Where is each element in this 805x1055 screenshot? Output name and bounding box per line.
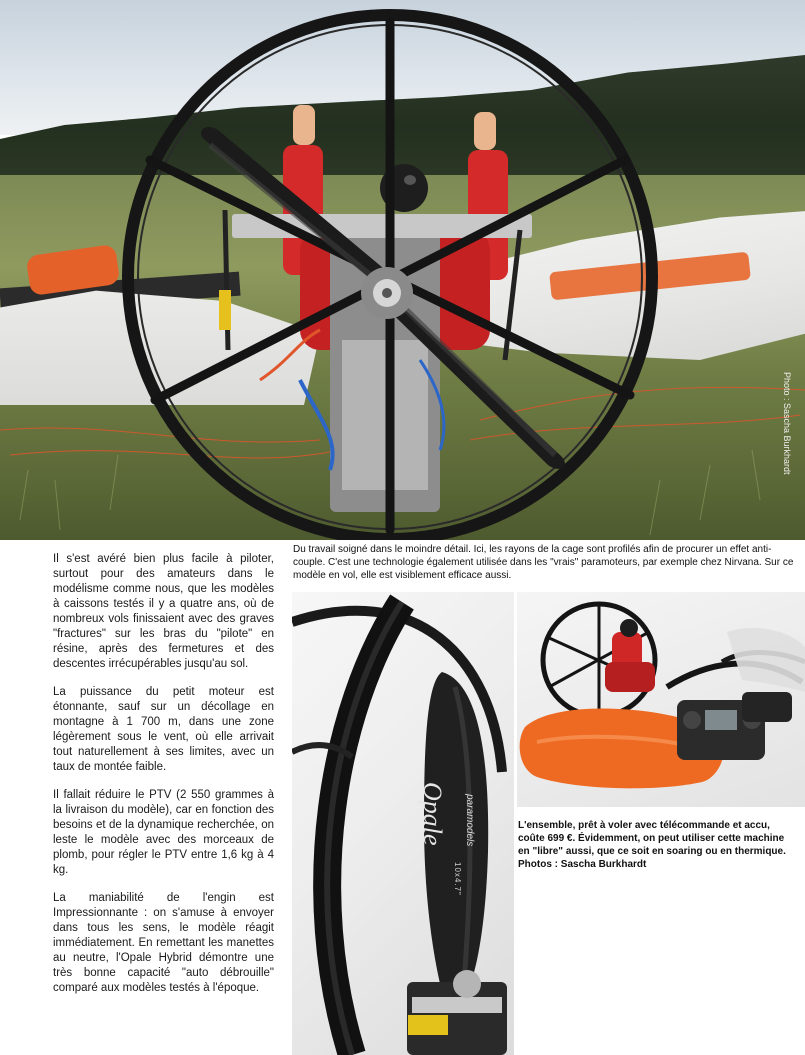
paragraph: La maniabilité de l'engin est Impressionnante : on s'amuse à envoyer dans tous les sens, le modèle réagit immédiatement. En remettant les manettes au neutre, l'Opale Hybrid démontre une très bonne capacité "auto débrouille" comparé aux modèles testés à l'époque. <box>53 892 274 994</box>
propeller-closeup-illustration <box>292 592 514 1055</box>
paragraph: Il fallait réduire le PTV (2 550 grammes à la livraison du modèle), car en fonction des besoins et de la dynamique recherchée, on leste le modèle avec des morceaux de plomb, pour régler le PTV entre 1,6 kg à 4 kg. <box>53 789 274 876</box>
propeller-sub-brand: paramodels <box>464 794 475 847</box>
paragraph: Il s'est avéré bien plus facile à piloter, surtout pour des amateurs dans le modélisme comme nous, que les modèles à caissons testés il y a quatre ans, où de nombreux vols finissaient avec des graves "fractures" sur les bras du "pilote" en résine, après des fermetures et des descentes irrécupérables jusqu'au sol. <box>53 553 274 670</box>
propeller-closeup-photo <box>292 592 514 1055</box>
photo-credit: Photo : Sascha Burkhardt <box>782 372 792 475</box>
paragraph: La puissance du petit moteur est étonnante, sauf sur un décollage en montagne à 1 700 m, dans une zone légèrement sous le vent, où elle arrivait tout naturellement à ses limites, avec un taux de montée faible. <box>53 686 274 773</box>
propeller-size-label: 10x4.7" <box>453 862 462 896</box>
caption-kit: L'ensemble, prêt à voler avec télécommande et accu, coûte 699 €. Évidemment, on peut utiliser cette machine en "libre" aussi, que ce soit en soaring ou en thermique. Photos : Sascha Burkhardt <box>518 820 786 870</box>
caption-cage-detail: Du travail soigné dans le moindre détail. Ici, les rayons de la cage sont profilés afin de procurer un effet anti-couple. C'est une technologie également utilisée dans les "vrais" paramoteurs, par exemple chez Nirvana. Sur ce modèle en vol, elle est visiblement efficace aussi. <box>293 544 794 581</box>
kit-photo <box>517 592 805 807</box>
propeller-brand: Opale <box>418 782 447 846</box>
article-body <box>53 552 274 1009</box>
kit-illustration <box>517 592 805 807</box>
